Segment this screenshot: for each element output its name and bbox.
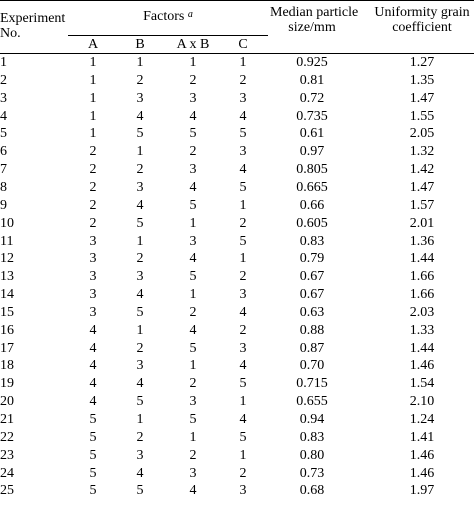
cell-c: 3 xyxy=(239,90,247,106)
cell-b: 3 xyxy=(136,447,144,463)
table-row xyxy=(0,161,474,179)
cell-c: 1 xyxy=(239,55,247,70)
cell-c: 5 xyxy=(239,126,247,142)
top-rule xyxy=(0,0,474,1)
cell-a: 5 xyxy=(89,447,97,463)
cell-a: 3 xyxy=(89,269,97,285)
cell-uniformity: 1.42 xyxy=(409,162,435,178)
cell-b: 5 xyxy=(136,483,144,499)
cell-experiment: 15 xyxy=(0,304,14,320)
table-row xyxy=(0,340,474,358)
cell-axb: 5 xyxy=(189,412,197,427)
cell-experiment: 4 xyxy=(0,108,7,124)
cell-uniformity: 1.27 xyxy=(409,55,435,70)
cell-a: 2 xyxy=(89,215,97,231)
cell-uniformity: 1.24 xyxy=(409,412,435,427)
header-col-b: B xyxy=(135,37,145,52)
cell-axb: 5 xyxy=(189,197,197,213)
cell-a: 2 xyxy=(89,197,97,213)
cell-experiment: 17 xyxy=(0,340,14,356)
cell-axb: 3 xyxy=(189,233,197,249)
cell-c: 2 xyxy=(239,465,247,481)
header-experiment-line2: No. xyxy=(0,26,21,41)
cell-a: 2 xyxy=(89,162,97,178)
cell-median: 0.63 xyxy=(299,304,325,320)
cell-b: 3 xyxy=(136,358,144,374)
cell-uniformity: 2.01 xyxy=(409,215,435,231)
table-row xyxy=(0,393,474,411)
cell-a: 3 xyxy=(89,233,97,249)
cell-experiment: 12 xyxy=(0,251,14,267)
header-uniformity-line1: Uniformity grain xyxy=(374,5,470,20)
cell-experiment: 8 xyxy=(0,179,7,195)
cell-axb: 2 xyxy=(189,144,197,160)
table-row xyxy=(0,465,474,483)
cell-a: 5 xyxy=(89,412,97,427)
cell-median: 0.68 xyxy=(299,483,325,499)
cell-median: 0.67 xyxy=(299,269,325,285)
cell-uniformity: 1.46 xyxy=(409,358,435,374)
cell-b: 4 xyxy=(136,376,144,392)
cell-axb: 2 xyxy=(189,376,197,392)
cell-uniformity: 1.41 xyxy=(409,429,435,445)
cell-axb: 1 xyxy=(189,215,197,231)
table-row xyxy=(0,233,474,251)
cell-axb: 3 xyxy=(189,465,197,481)
cell-axb: 1 xyxy=(189,358,197,374)
cell-b: 2 xyxy=(136,162,144,178)
table-row xyxy=(0,215,474,233)
cell-axb: 4 xyxy=(189,179,197,195)
cell-axb: 5 xyxy=(189,269,197,285)
cell-experiment: 20 xyxy=(0,394,14,410)
header-experiment-line1: Experiment xyxy=(0,11,66,26)
cell-median: 0.81 xyxy=(299,72,325,88)
cell-median: 0.94 xyxy=(299,412,325,427)
header-factors-label: Factors xyxy=(143,9,188,24)
cell-experiment: 5 xyxy=(0,126,7,142)
table-row xyxy=(0,125,474,143)
cell-b: 5 xyxy=(136,215,144,231)
cell-uniformity: 1.55 xyxy=(409,108,435,124)
cell-b: 5 xyxy=(136,394,144,410)
cell-c: 4 xyxy=(239,162,247,178)
cell-median: 0.665 xyxy=(296,179,328,195)
cell-b: 4 xyxy=(136,465,144,481)
cell-median: 0.97 xyxy=(299,144,325,160)
cell-uniformity: 1.66 xyxy=(409,287,435,303)
header-median-line2: size/mm xyxy=(288,20,336,35)
cell-experiment: 13 xyxy=(0,269,14,285)
table-row xyxy=(0,250,474,268)
cell-b: 4 xyxy=(136,287,144,303)
table-row xyxy=(0,179,474,197)
cell-b: 3 xyxy=(136,90,144,106)
cell-uniformity: 1.44 xyxy=(409,251,435,267)
cell-experiment: 16 xyxy=(0,322,14,338)
cell-uniformity: 1.44 xyxy=(409,340,435,356)
cell-median: 0.83 xyxy=(299,429,325,445)
cell-b: 2 xyxy=(136,72,144,88)
cell-b: 2 xyxy=(136,340,144,356)
cell-experiment: 3 xyxy=(0,90,7,106)
cell-median: 0.925 xyxy=(296,55,328,70)
cell-uniformity: 1.46 xyxy=(409,465,435,481)
header-median-line1: Median particle xyxy=(270,5,359,20)
cell-uniformity: 1.35 xyxy=(409,72,435,88)
cell-c: 3 xyxy=(239,144,247,160)
header-col-a: A xyxy=(87,37,99,52)
cell-median: 0.655 xyxy=(296,394,328,410)
cell-axb: 1 xyxy=(189,55,197,70)
cell-median: 0.715 xyxy=(296,376,328,392)
header-uniformity-line2: coefficient xyxy=(392,20,452,35)
cell-median: 0.805 xyxy=(296,162,328,178)
cell-c: 2 xyxy=(239,72,247,88)
cell-uniformity: 1.33 xyxy=(409,322,435,338)
cell-experiment: 9 xyxy=(0,197,7,213)
cell-a: 3 xyxy=(89,251,97,267)
cell-a: 2 xyxy=(89,144,97,160)
cell-b: 1 xyxy=(136,412,144,427)
table-row xyxy=(0,143,474,161)
cell-uniformity: 1.47 xyxy=(409,179,435,195)
header-factors xyxy=(68,9,268,24)
table-row xyxy=(0,357,474,375)
cell-uniformity: 1.36 xyxy=(409,233,435,249)
cell-c: 1 xyxy=(239,197,247,213)
cell-c: 4 xyxy=(239,358,247,374)
cell-b: 3 xyxy=(136,179,144,195)
header-uniformity xyxy=(370,5,474,35)
cell-axb: 1 xyxy=(189,287,197,303)
cell-uniformity: 2.05 xyxy=(409,126,435,142)
cell-a: 4 xyxy=(89,394,97,410)
cell-a: 4 xyxy=(89,358,97,374)
cell-axb: 5 xyxy=(189,340,197,356)
cell-median: 0.80 xyxy=(299,447,325,463)
cell-a: 5 xyxy=(89,465,97,481)
table-row xyxy=(0,54,474,72)
cell-a: 4 xyxy=(89,340,97,356)
cell-median: 0.61 xyxy=(299,126,325,142)
cell-uniformity: 2.10 xyxy=(409,394,435,410)
cell-a: 1 xyxy=(89,55,97,70)
cell-axb: 4 xyxy=(189,108,197,124)
table-row xyxy=(0,108,474,126)
cell-median: 0.72 xyxy=(299,90,325,106)
cell-a: 3 xyxy=(89,304,97,320)
cell-c: 5 xyxy=(239,179,247,195)
table-row xyxy=(0,482,474,500)
cell-median: 0.88 xyxy=(299,322,325,338)
cell-experiment: 23 xyxy=(0,447,14,463)
cell-median: 0.735 xyxy=(296,108,328,124)
cell-a: 5 xyxy=(89,483,97,499)
cell-c: 2 xyxy=(239,269,247,285)
table-row xyxy=(0,411,474,429)
cell-c: 4 xyxy=(239,108,247,124)
cell-c: 1 xyxy=(239,447,247,463)
cell-a: 1 xyxy=(89,72,97,88)
cell-uniformity: 1.54 xyxy=(409,376,435,392)
table-row xyxy=(0,375,474,393)
cell-experiment: 24 xyxy=(0,465,14,481)
cell-b: 2 xyxy=(136,429,144,445)
cell-b: 3 xyxy=(136,269,144,285)
cell-uniformity: 1.57 xyxy=(409,197,435,213)
cell-b: 1 xyxy=(136,55,144,70)
cell-axb: 1 xyxy=(189,429,197,445)
table-row xyxy=(0,322,474,340)
cell-c: 4 xyxy=(239,412,247,427)
cell-a: 1 xyxy=(89,126,97,142)
cell-median: 0.87 xyxy=(299,340,325,356)
header-subcols xyxy=(0,37,474,52)
cell-axb: 4 xyxy=(189,322,197,338)
cell-experiment: 6 xyxy=(0,144,7,160)
table-row xyxy=(0,90,474,108)
cell-experiment: 22 xyxy=(0,429,14,445)
cell-experiment: 19 xyxy=(0,376,14,392)
table-row xyxy=(0,286,474,304)
cell-c: 4 xyxy=(239,304,247,320)
cell-b: 1 xyxy=(136,233,144,249)
cell-axb: 2 xyxy=(189,304,197,320)
cell-median: 0.67 xyxy=(299,287,325,303)
cell-c: 3 xyxy=(239,287,247,303)
cell-b: 1 xyxy=(136,322,144,338)
header-col-axb: A x B xyxy=(176,37,210,52)
table-row xyxy=(0,197,474,215)
cell-uniformity: 1.97 xyxy=(409,483,435,499)
cell-b: 2 xyxy=(136,251,144,267)
cell-axb: 3 xyxy=(189,394,197,410)
cell-experiment: 21 xyxy=(0,412,14,427)
cell-c: 2 xyxy=(239,322,247,338)
table-row xyxy=(0,268,474,286)
cell-c: 5 xyxy=(239,376,247,392)
cell-uniformity: 1.46 xyxy=(409,447,435,463)
cell-experiment: 10 xyxy=(0,215,14,231)
cell-a: 1 xyxy=(89,90,97,106)
cell-median: 0.73 xyxy=(299,465,325,481)
table-row xyxy=(0,304,474,322)
cell-c: 3 xyxy=(239,340,247,356)
cell-a: 2 xyxy=(89,179,97,195)
table-row xyxy=(0,447,474,465)
cell-uniformity: 2.03 xyxy=(409,304,435,320)
cell-axb: 3 xyxy=(189,162,197,178)
cell-a: 1 xyxy=(89,108,97,124)
cell-experiment: 25 xyxy=(0,483,14,499)
cell-b: 4 xyxy=(136,197,144,213)
cell-axb: 2 xyxy=(189,447,197,463)
cell-axb: 5 xyxy=(189,126,197,142)
cell-median: 0.83 xyxy=(299,233,325,249)
cell-b: 1 xyxy=(136,144,144,160)
table-row xyxy=(0,429,474,447)
cell-b: 5 xyxy=(136,126,144,142)
cell-b: 5 xyxy=(136,304,144,320)
cell-median: 0.79 xyxy=(299,251,325,267)
cell-experiment: 11 xyxy=(0,233,14,249)
cell-experiment: 7 xyxy=(0,162,7,178)
cell-c: 3 xyxy=(239,483,247,499)
cell-uniformity: 1.32 xyxy=(409,144,435,160)
header-median xyxy=(270,5,359,35)
cell-c: 1 xyxy=(239,394,247,410)
cell-axb: 2 xyxy=(189,72,197,88)
cell-c: 5 xyxy=(239,233,247,249)
cell-experiment: 1 xyxy=(0,55,7,70)
header-factors-footnote: a xyxy=(187,9,193,20)
table-row xyxy=(0,72,474,90)
cell-c: 5 xyxy=(239,429,247,445)
cell-a: 5 xyxy=(89,429,97,445)
cell-axb: 4 xyxy=(189,483,197,499)
cell-c: 2 xyxy=(239,215,247,231)
cell-median: 0.70 xyxy=(299,358,325,374)
cell-axb: 4 xyxy=(189,251,197,267)
cell-c: 1 xyxy=(239,251,247,267)
cell-a: 4 xyxy=(89,376,97,392)
cell-experiment: 14 xyxy=(0,287,14,303)
cell-uniformity: 1.47 xyxy=(409,90,435,106)
factors-underline xyxy=(68,35,268,36)
cell-b: 4 xyxy=(136,108,144,124)
cell-median: 0.66 xyxy=(299,197,325,213)
cell-median: 0.605 xyxy=(296,215,328,231)
cell-a: 4 xyxy=(89,322,97,338)
header-col-c: C xyxy=(238,37,248,52)
cell-uniformity: 1.66 xyxy=(409,269,435,285)
cell-axb: 3 xyxy=(189,90,197,106)
cell-experiment: 18 xyxy=(0,358,14,374)
cell-experiment: 2 xyxy=(0,72,7,88)
cell-a: 3 xyxy=(89,287,97,303)
